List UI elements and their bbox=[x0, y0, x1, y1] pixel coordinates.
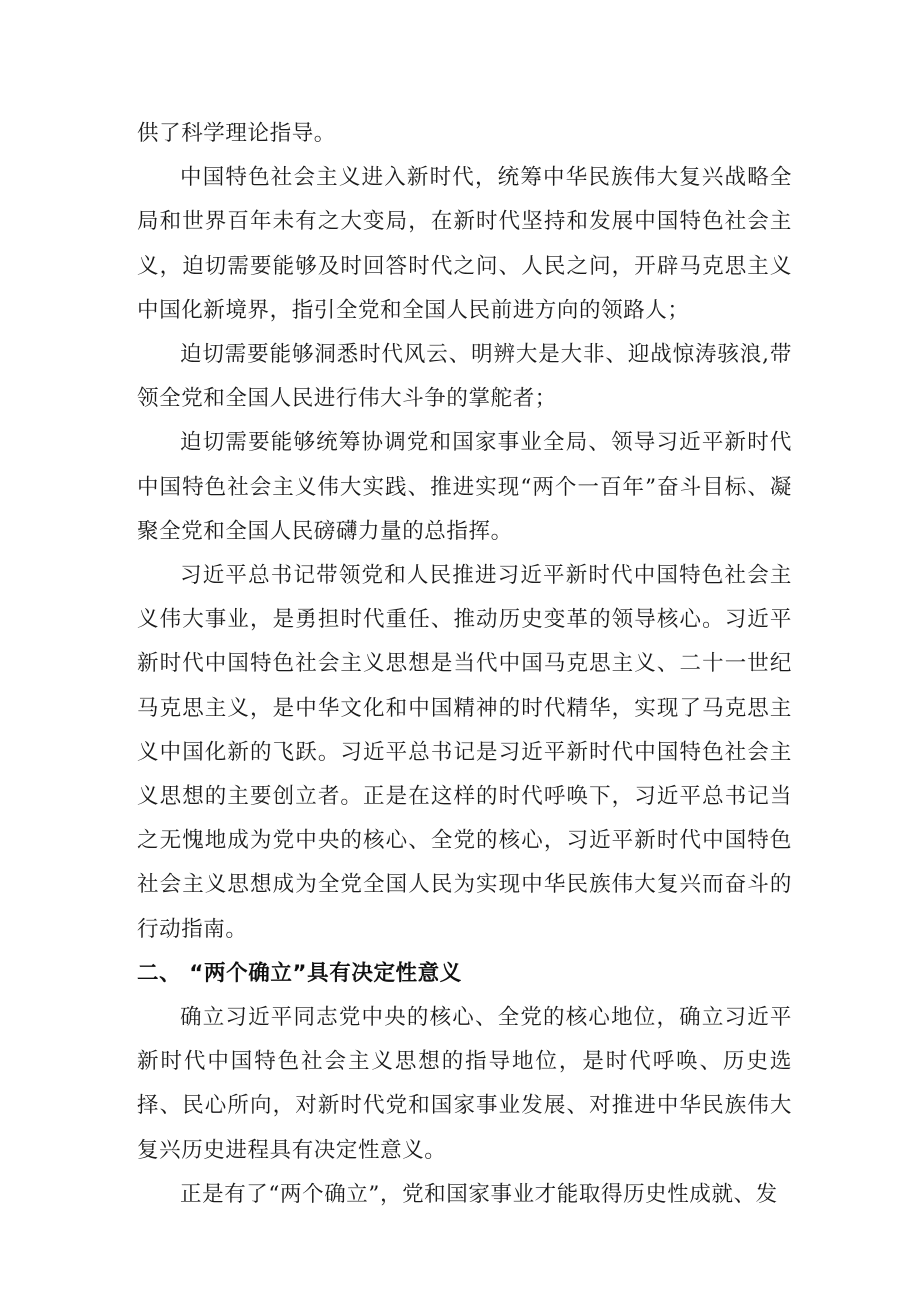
paragraph-continued: 供了科学理论指导。 bbox=[137, 121, 336, 146]
paragraph-new-era: 中国特色社会主义进入新时代，统筹中华民族伟大复兴战略全局和世界百年未有之大变局，在新时代坚持和发展中国特色社会主义，迫切需要能够及时回答时代之问、人民之问，开辟马克思主义中国化新境界，指引全党和全国人民前进方向的领路人； bbox=[137, 165, 792, 323]
paragraph-commander: 迫切需要能够统筹协调党和国家事业全局、领导习近平新时代中国特色社会主义伟大实践、推进实现“两个一百年”奋斗目标、凝聚全党和全国人民磅礴力量的总指挥。 bbox=[137, 430, 792, 544]
section-heading: 二、 “两个确立”具有决定性意义 bbox=[137, 960, 462, 986]
paragraph-helmsman: 迫切需要能够洞悉时代风云、明辨大是大非、迎战惊涛骇浪,带领全党和全国人民进行伟大斗争的掌舵者； bbox=[137, 342, 792, 412]
paragraph-two-establishments: 正是有了“两个确立”，党和国家事业才能取得历史性成就、发 bbox=[180, 1181, 778, 1207]
document-body bbox=[137, 112, 792, 1217]
paragraph-decisive-significance: 确立习近平同志党中央的核心、全党的核心地位，确立习近平新时代中国特色社会主义思想的指导地位，是时代呼唤、历史选择、民心所向，对新时代党和国家事业发展、对推进中华民族伟大复兴历史进程具有决定性意义。 bbox=[137, 1005, 792, 1163]
paragraph-leadership-core: 习近平总书记带领党和人民推进习近平新时代中国特色社会主义伟大事业，是勇担时代重任、推动历史变革的领导核心。习近平新时代中国特色社会主义思想是当代中国马克思主义、二十一世纪马克思主义，是中华文化和中国精神的时代精华，实现了马克思主义中国化新的飞跃。习近平总书记是习近平新时代中国特色社会主义思想的主要创立者。正是在这样的时代呼唤下，习近平总书记当之无愧地成为党中央的核心、全党的核心，习近平新时代中国特色社会主义思想成为全党全国人民为实现中华民族伟大复兴而奋斗的行动指南。 bbox=[137, 563, 792, 942]
